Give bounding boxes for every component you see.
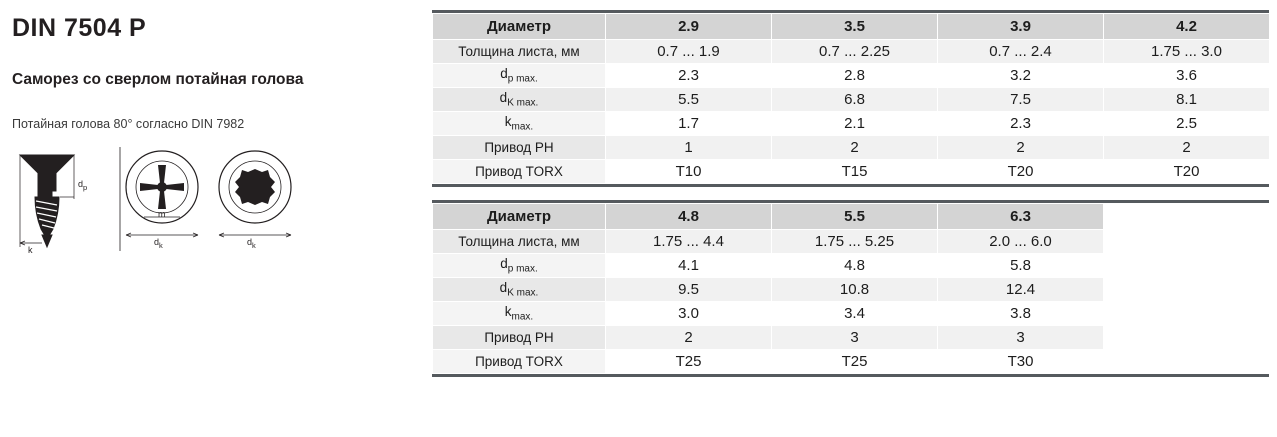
spec-tables: [432, 10, 1269, 377]
table-header-row: [433, 204, 1270, 230]
row-label: $d_{p max.}$: [433, 64, 606, 88]
table-row: [433, 64, 1270, 88]
cell: 3.2: [938, 64, 1104, 88]
cell: 0.7 ... 1.9: [606, 40, 772, 64]
cell: 7.5: [938, 88, 1104, 112]
row-label: $k_{max.}$: [433, 112, 606, 136]
product-info-panel: [0, 0, 420, 437]
cell: 4.8: [772, 254, 938, 278]
product-note: Потайная голова 80° согласно DIN 7982: [12, 117, 245, 132]
cell: 1.75 ... 5.25: [772, 230, 938, 254]
header-value: 3.5: [772, 14, 938, 40]
table-row: [433, 88, 1270, 112]
table-row: [433, 326, 1270, 350]
table-row: [433, 112, 1270, 136]
cell: 0.7 ... 2.4: [938, 40, 1104, 64]
cell: 3: [772, 326, 938, 350]
row-label: Привод PH: [433, 136, 606, 160]
cell-empty: [1104, 326, 1270, 350]
cell-empty: [1104, 302, 1270, 326]
cell: 2.3: [606, 64, 772, 88]
cell: 8.1: [1104, 88, 1270, 112]
cell-empty: [1104, 254, 1270, 278]
cell: 2: [606, 326, 772, 350]
cell: 2: [1104, 136, 1270, 160]
row-label: Привод TORX: [433, 160, 606, 184]
table-row: [433, 254, 1270, 278]
header-label: Диаметр: [433, 204, 606, 230]
cell: 2.5: [1104, 112, 1270, 136]
cell: 3.8: [938, 302, 1104, 326]
dimension-label-m: m: [158, 209, 166, 220]
dimension-label-k: k: [28, 245, 33, 256]
row-label: $k_{max.}$: [433, 302, 606, 326]
cell: 5.5: [606, 88, 772, 112]
row-label: $d_{K max.}$: [433, 278, 606, 302]
cell: 5.8: [938, 254, 1104, 278]
cell: 1.7: [606, 112, 772, 136]
row-label: Привод TORX: [433, 350, 606, 374]
table-row: [433, 278, 1270, 302]
header-value: 4.8: [606, 204, 772, 230]
table-header-row: [433, 14, 1270, 40]
cell: 2: [938, 136, 1104, 160]
header-value: 2.9: [606, 14, 772, 40]
header-value: 5.5: [772, 204, 938, 230]
cell: T25: [606, 350, 772, 374]
spec-table-2: [432, 203, 1270, 374]
cell: 3: [938, 326, 1104, 350]
cell: 10.8: [772, 278, 938, 302]
row-label: Привод PH: [433, 326, 606, 350]
table-row: [433, 230, 1270, 254]
cell: 2.1: [772, 112, 938, 136]
page-title: DIN 7504 P: [12, 14, 147, 42]
spec-table-2-wrap: [432, 200, 1269, 377]
cell-empty: [1104, 350, 1270, 374]
cell: 6.8: [772, 88, 938, 112]
cell-empty: [1104, 278, 1270, 302]
header-value-empty: [1104, 204, 1270, 230]
product-subtitle: Саморез со сверлом потайная голова: [12, 71, 304, 88]
screw-technical-drawing: [12, 139, 312, 259]
cell: 1.75 ... 3.0: [1104, 40, 1270, 64]
dimension-label-dk-torx: $d_k$: [247, 237, 256, 251]
cell: 2.0 ... 6.0: [938, 230, 1104, 254]
header-value: 4.2: [1104, 14, 1270, 40]
cell: 1: [606, 136, 772, 160]
header-value: 3.9: [938, 14, 1104, 40]
cell: 3.6: [1104, 64, 1270, 88]
cell: 2: [772, 136, 938, 160]
table-row: [433, 40, 1270, 64]
cell-empty: [1104, 230, 1270, 254]
header-label: Диаметр: [433, 14, 606, 40]
row-label: Толщина листа, мм: [433, 230, 606, 254]
table-row: [433, 302, 1270, 326]
table-row: [433, 160, 1270, 184]
spec-table-1: [432, 13, 1270, 184]
cell: 0.7 ... 2.25: [772, 40, 938, 64]
table-row: [433, 350, 1270, 374]
cell: T15: [772, 160, 938, 184]
row-label: Толщина листа, мм: [433, 40, 606, 64]
cell: 1.75 ... 4.4: [606, 230, 772, 254]
cell: T20: [1104, 160, 1270, 184]
cell: 4.1: [606, 254, 772, 278]
cell: T10: [606, 160, 772, 184]
spec-table-1-wrap: [432, 10, 1269, 187]
cell: 2.3: [938, 112, 1104, 136]
cell: 3.0: [606, 302, 772, 326]
cell: 9.5: [606, 278, 772, 302]
dimension-label-dp: $d_p$: [78, 179, 88, 193]
cell: T30: [938, 350, 1104, 374]
dimension-label-dk-ph: $d_k$: [154, 237, 163, 251]
row-label: $d_{p max.}$: [433, 254, 606, 278]
row-label: $d_{K max.}$: [433, 88, 606, 112]
header-value: 6.3: [938, 204, 1104, 230]
cell: 3.4: [772, 302, 938, 326]
cell: T25: [772, 350, 938, 374]
cell: 12.4: [938, 278, 1104, 302]
table-row: [433, 136, 1270, 160]
cell: 2.8: [772, 64, 938, 88]
cell: T20: [938, 160, 1104, 184]
